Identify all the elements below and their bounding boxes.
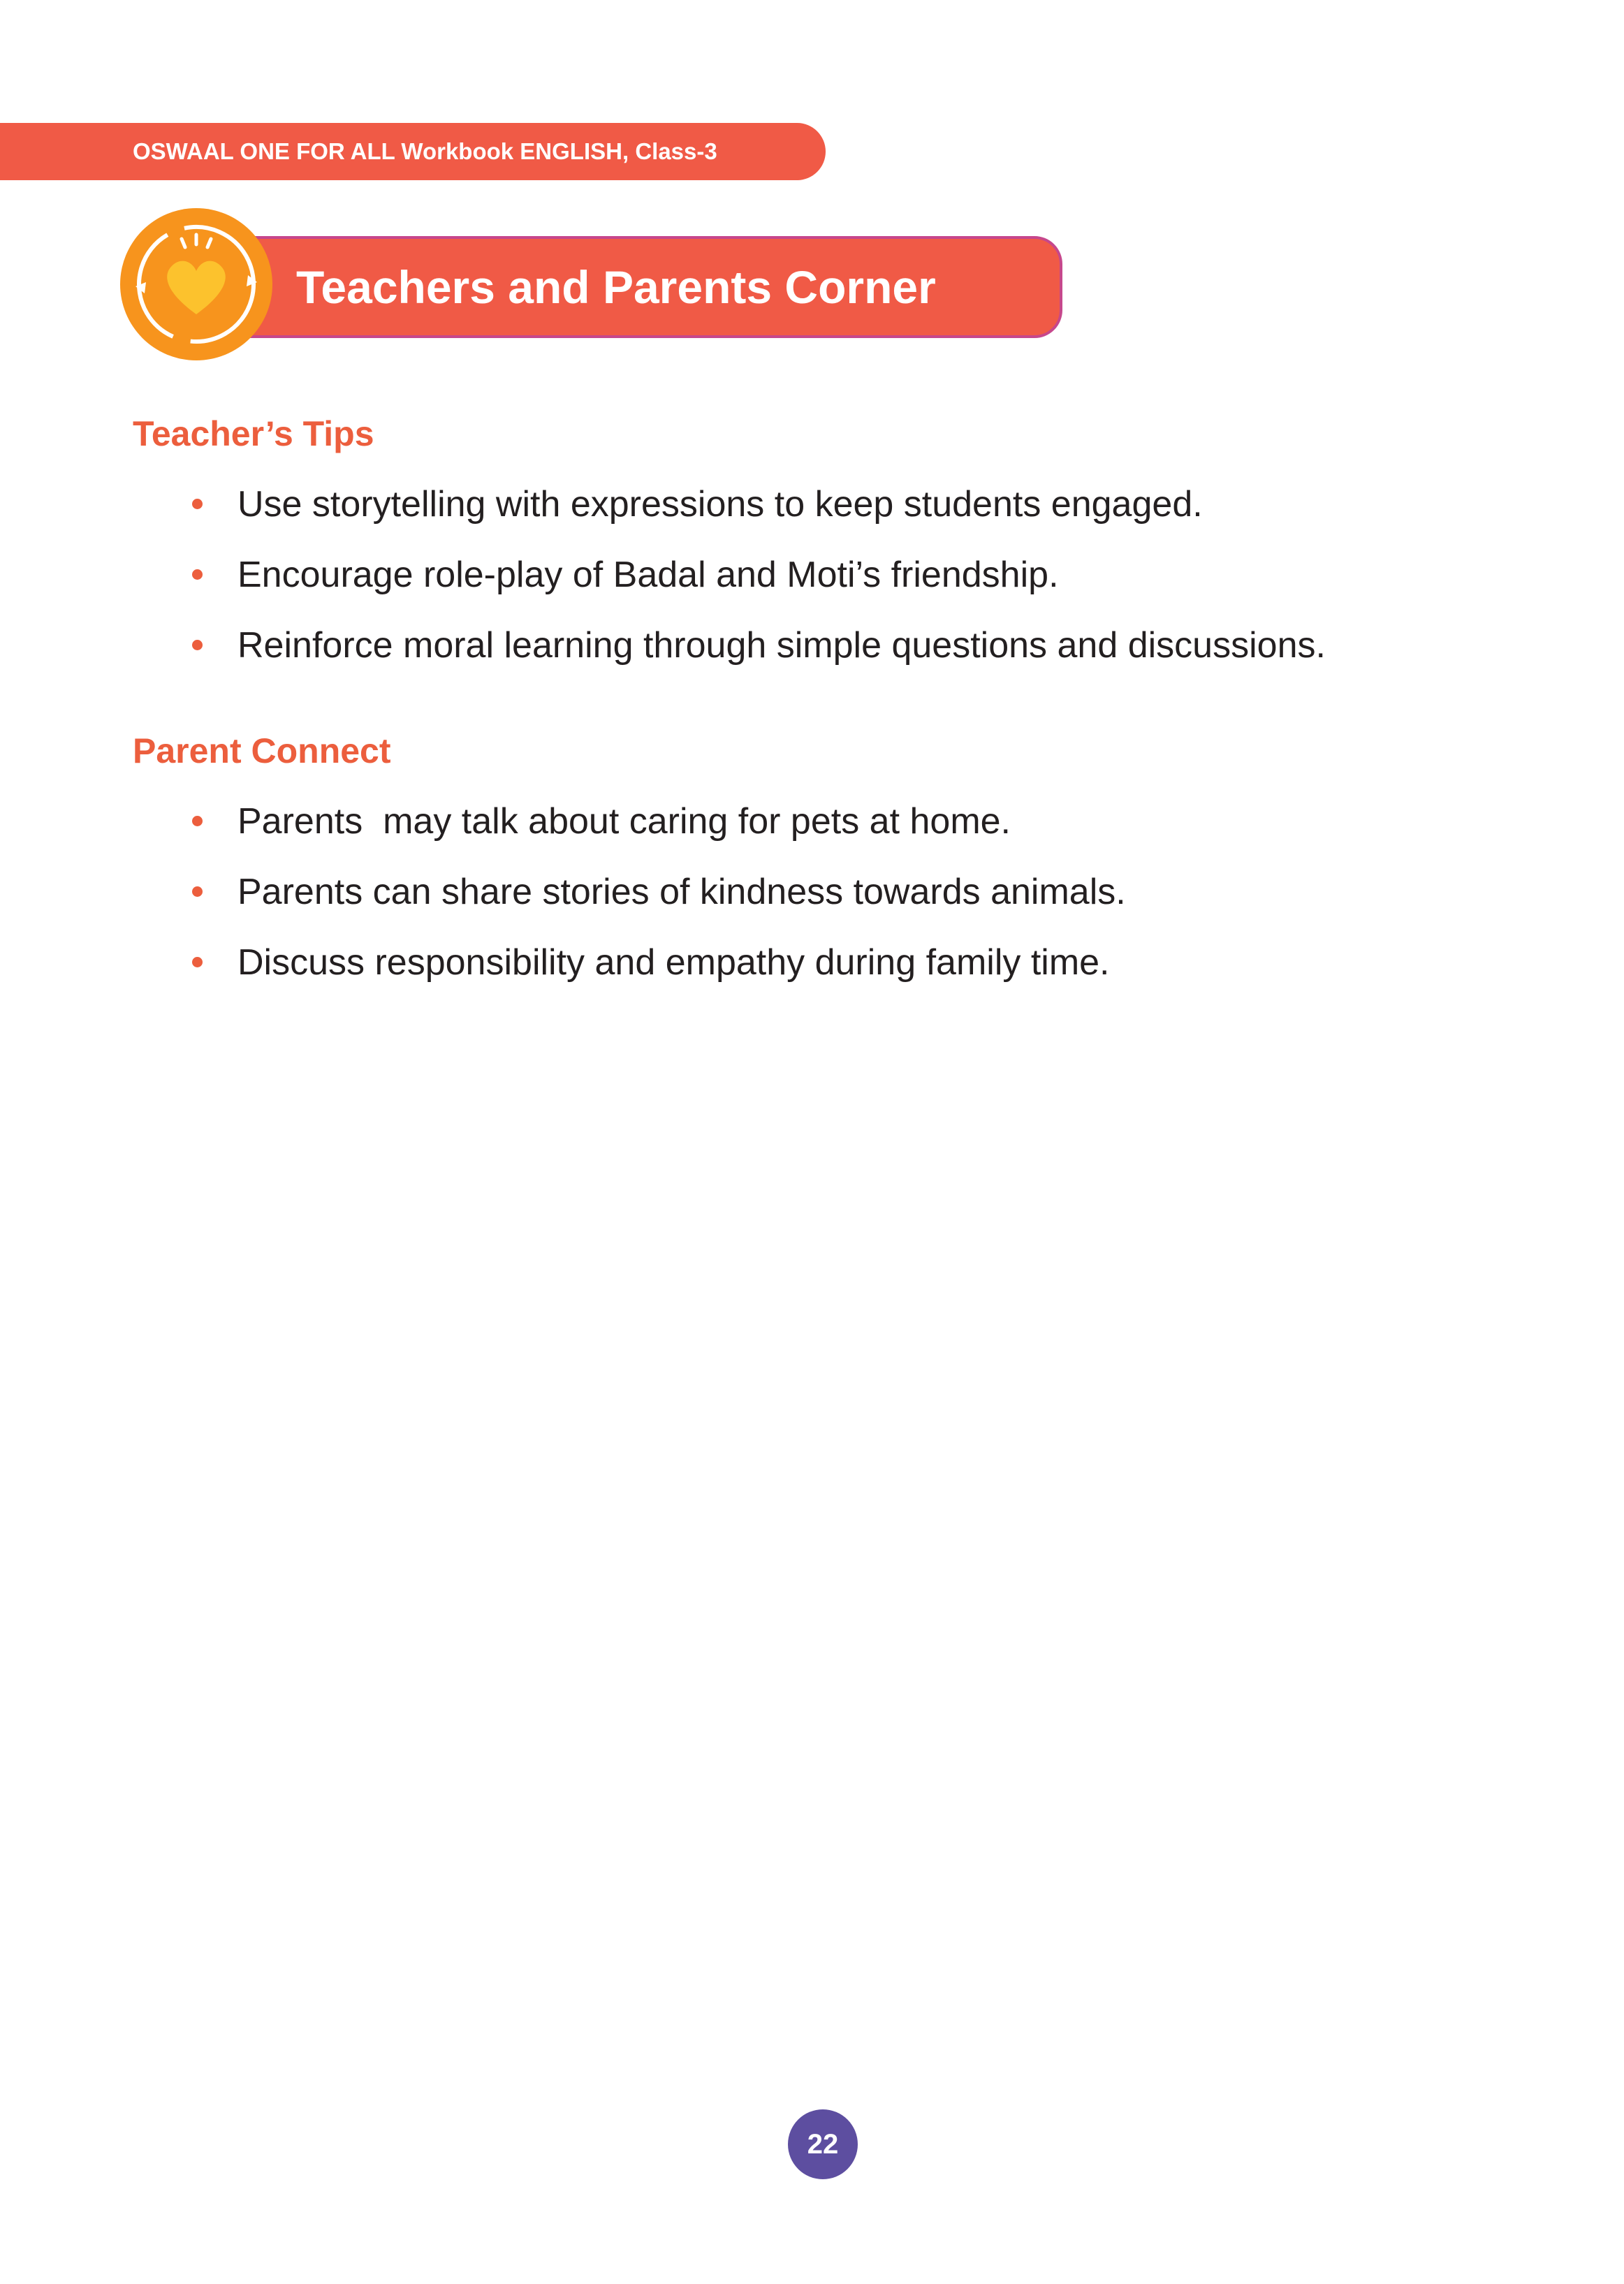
list-item-text: Use storytelling with expressions to keep students engaged. bbox=[237, 484, 1203, 525]
parent-connect-heading: Parent Connect bbox=[133, 731, 391, 770]
page-number: 22 bbox=[788, 2109, 858, 2179]
heart-badge-icon bbox=[120, 208, 272, 360]
bullet-icon bbox=[192, 640, 203, 650]
bullet-icon bbox=[192, 569, 203, 580]
teachers-tips-heading: Teacher’s Tips bbox=[133, 414, 374, 453]
banner-title: Teachers and Parents Corner bbox=[296, 261, 936, 313]
list-item-text: Discuss responsibility and empathy during family time. bbox=[237, 942, 1110, 983]
list-item-text: Parents may talk about caring for pets at home. bbox=[237, 801, 1011, 842]
bullet-icon bbox=[192, 499, 203, 509]
section-banner bbox=[203, 236, 1062, 338]
list-item-text: Encourage role-play of Badal and Moti’s friendship. bbox=[237, 555, 1059, 595]
running-header bbox=[0, 123, 826, 180]
bullet-icon bbox=[192, 886, 203, 897]
list-item-text: Parents can share stories of kindness towards animals. bbox=[237, 872, 1126, 912]
list-item-text: Reinforce moral learning through simple questions and discussions. bbox=[237, 625, 1326, 666]
book-title: OSWAAL ONE FOR ALL Workbook ENGLISH, Class-3 bbox=[133, 138, 717, 164]
bullet-icon bbox=[192, 816, 203, 826]
bullet-icon bbox=[192, 957, 203, 967]
